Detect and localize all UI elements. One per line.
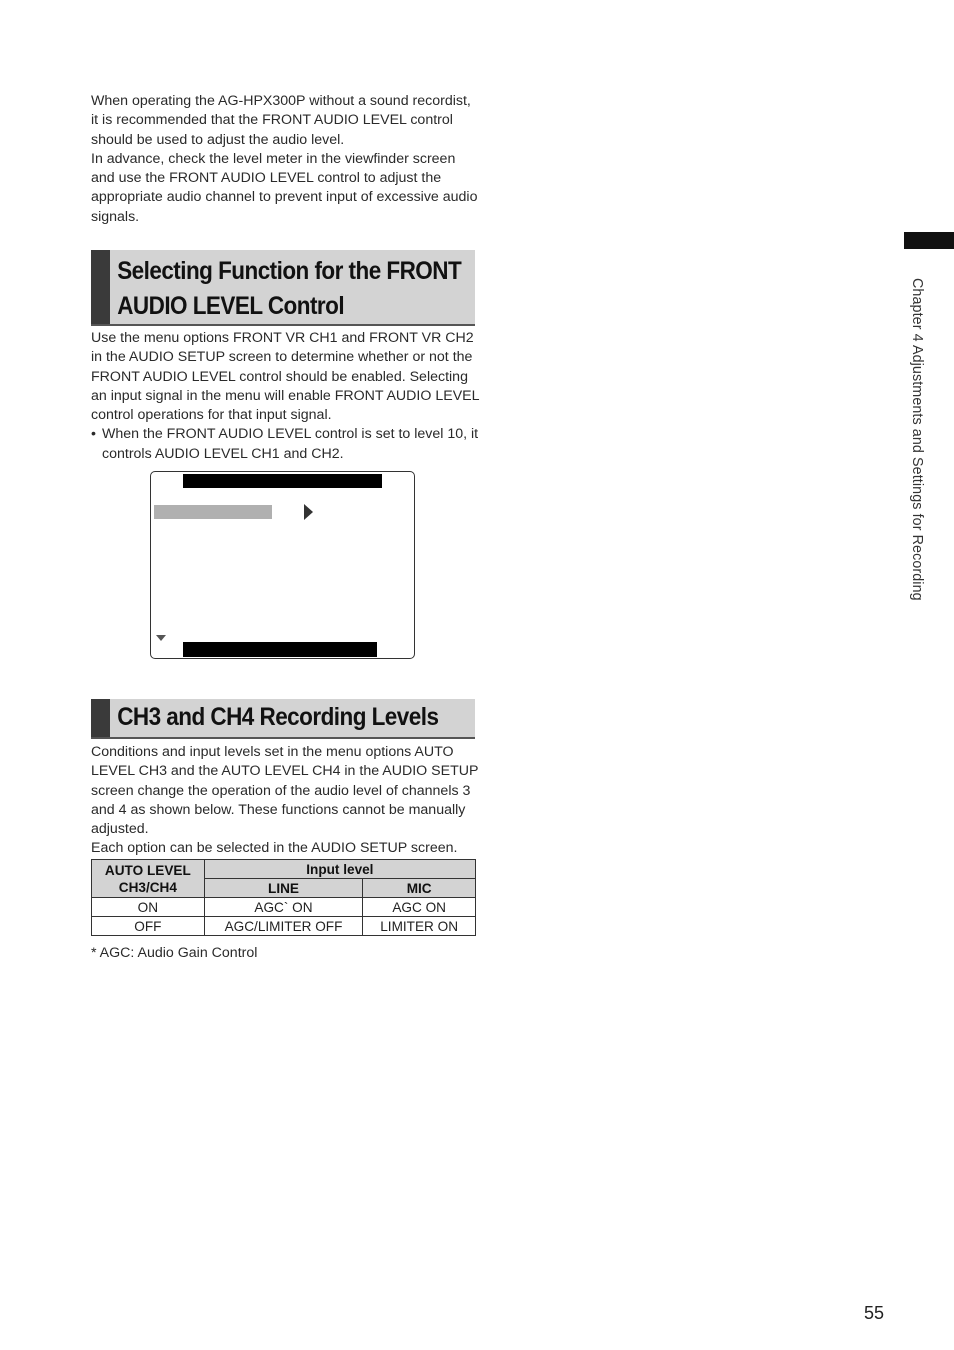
page-number: 55: [864, 1303, 885, 1323]
section-1-bullet: [91, 425, 481, 464]
arrow-down-icon: [156, 635, 166, 641]
section-heading-ch3-ch4: [91, 699, 475, 739]
menu-title-bar: [183, 474, 382, 488]
menu-screen-illustration: [150, 471, 415, 659]
line-header: LINE: [204, 879, 363, 898]
table-cell: OFF: [92, 917, 205, 936]
bullet-mark: •: [91, 426, 96, 443]
section-title-line-2: AUDIO LEVEL Control: [117, 292, 345, 320]
recording-levels-table: [91, 859, 476, 936]
auto-level-header-line-2: CH3/CH4: [118, 879, 177, 895]
table-header-row: [92, 860, 476, 879]
table-cell: AGC` ON: [204, 898, 363, 917]
input-level-header: Input level: [204, 860, 475, 879]
intro-text: [91, 92, 481, 227]
section-2-paragraph: Conditions and input levels set in the menu options AUTO LEVEL CH3 and the AUTO LEVEL CH4 in the AUDIO SETUP screen change the operation of the audio level of channels 3 and 4 as shown below. These functions cannot be manually adjusted.: [91, 744, 479, 838]
table-cell: AGC ON: [363, 898, 476, 917]
intro-paragraph-2: In advance, check the level meter in the viewfinder screen and use the FRONT AUDIO LEVEL control to adjust the appropriate audio channel to prevent input of excessive audio signals.: [91, 150, 478, 225]
table-cell: AGC/LIMITER OFF: [204, 917, 363, 936]
section-1-paragraph: Use the menu options FRONT VR CH1 and FRONT VR CH2 in the AUDIO SETUP screen to determine whether or not the FRONT AUDIO LEVEL control should be enabled. Selecting an input signal in the menu will enable FRONT AUDIO LEVEL control operations for that input signal.: [91, 330, 479, 424]
auto-level-header: [92, 860, 205, 898]
chapter-tab-marker: [904, 232, 954, 249]
table-cell: ON: [92, 898, 205, 917]
table-row: [92, 898, 476, 917]
table-cell: LIMITER ON: [363, 917, 476, 936]
mic-header: MIC: [363, 879, 476, 898]
bullet-text: When the FRONT AUDIO LEVEL control is set to level 10, it controls AUDIO LEVEL CH1 and CH2.: [102, 426, 479, 462]
section-1-body: [91, 329, 481, 464]
section-2-paragraph-2: Each option can be selected in the AUDIO SETUP screen.: [91, 840, 458, 857]
section-title-line-1: Selecting Function for the FRONT: [117, 257, 462, 285]
arrow-right-icon: [304, 504, 313, 520]
section-title-ch3-ch4: CH3 and CH4 Recording Levels: [117, 703, 439, 731]
menu-selected-item: [154, 505, 272, 519]
heading-accent-bar: [91, 699, 110, 737]
heading-accent-bar: [91, 250, 110, 324]
footnote: * AGC: Audio Gain Control: [91, 945, 258, 961]
menu-bottom-bar: [183, 642, 377, 657]
section-title-front-audio: [110, 250, 470, 324]
chapter-label: Chapter 4 Adjustments and Settings for Recording: [909, 278, 925, 601]
section-2-body: [91, 743, 481, 859]
table-row: [92, 917, 476, 936]
intro-paragraph-1: When operating the AG-HPX300P without a sound recordist, it is recommended that the FRONT AUDIO LEVEL control should be used to adjust the audio level.: [91, 93, 471, 148]
section-heading-front-audio: [91, 250, 475, 326]
auto-level-header-line-1: AUTO LEVEL: [104, 862, 191, 878]
